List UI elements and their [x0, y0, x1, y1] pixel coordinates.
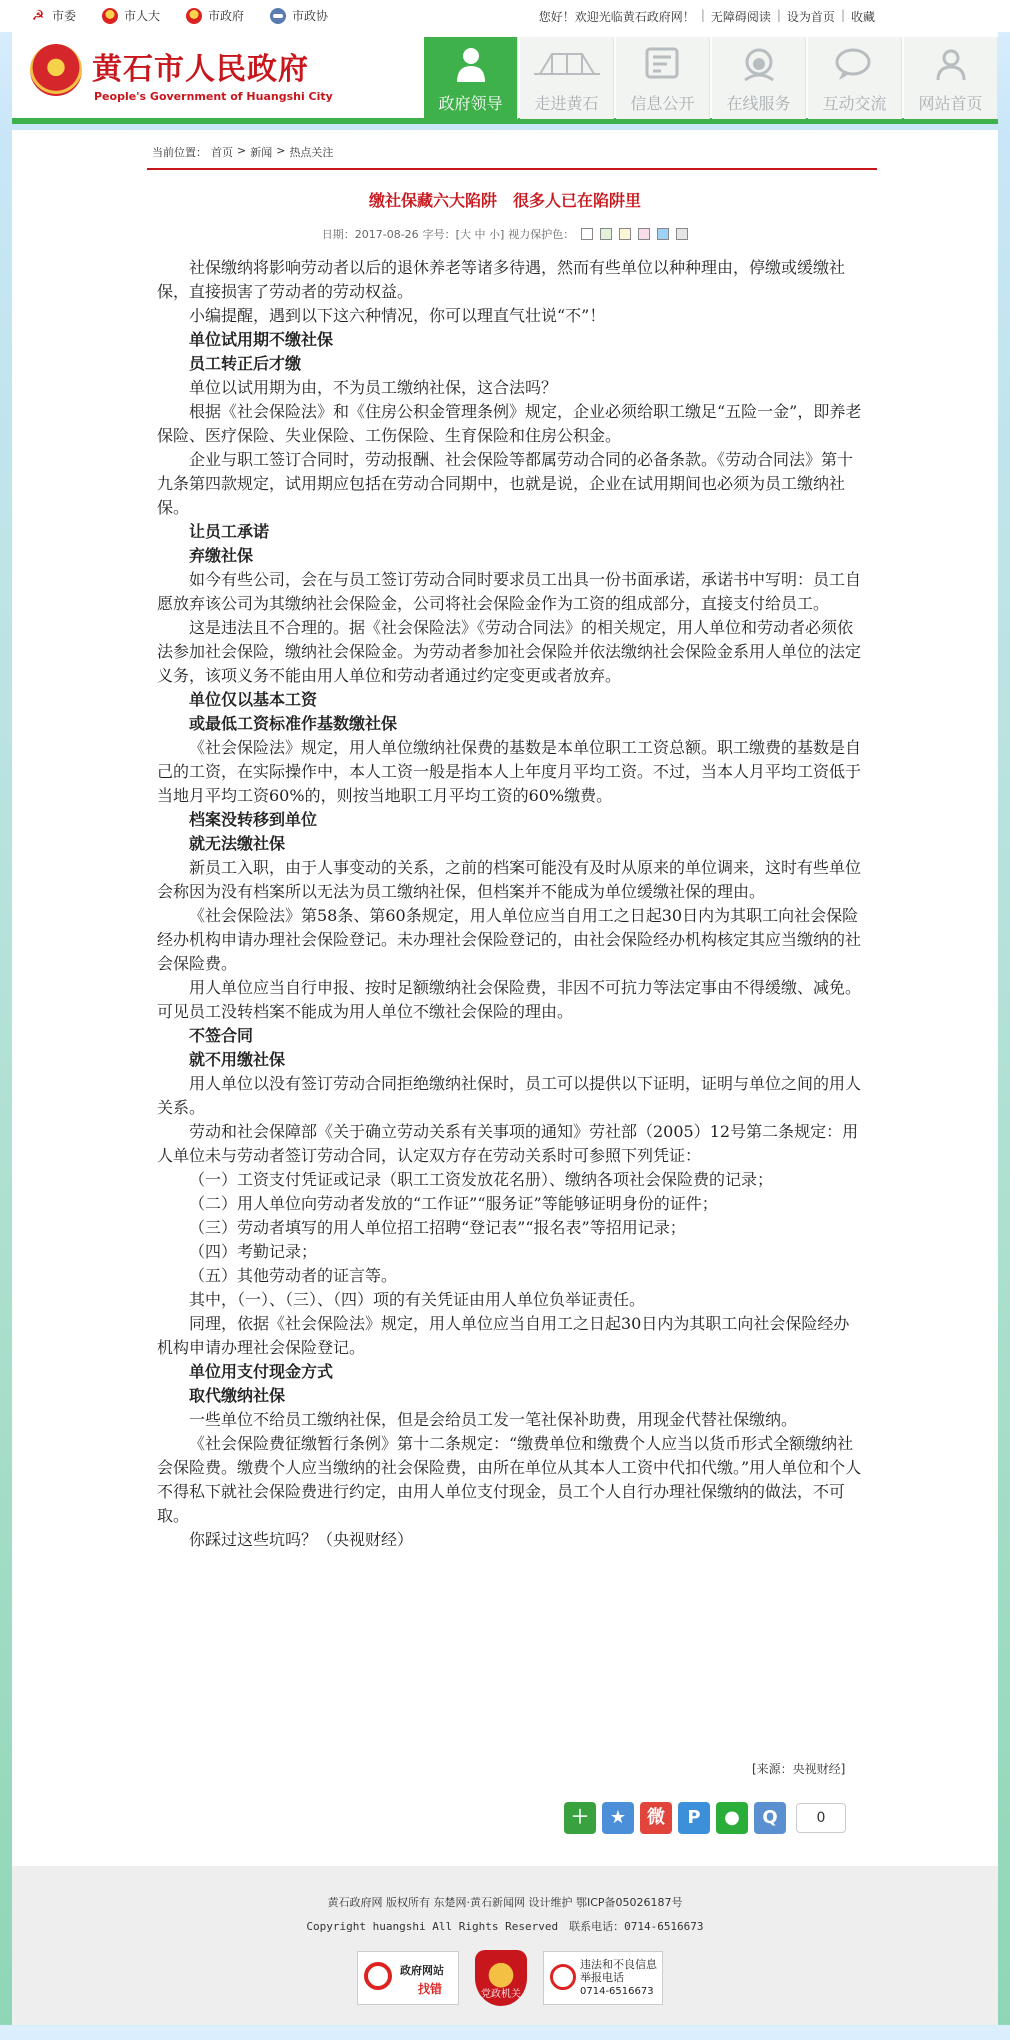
- article-paragraph: 用人单位应当自行申报、按时足额缴纳社会保险费，非因不可抗力等法定事由不得缓缴、减免。可见员工没转档案不能成为用人单位不缴社会保险的理由。: [157, 978, 862, 1021]
- article-paragraph: 《社会保险法》第58条、第60条规定，用人单位应当自用工之日起30日内为其职工向社会保险经办机构申请办理社会保险登记。未办理社会保险登记的，由社会保险经办机构核定其应当缴纳的社会保险费。: [157, 906, 862, 973]
- top-bar: [0, 0, 1010, 32]
- person-icon: [424, 45, 517, 85]
- article-paragraph: 《社会保险费征缴暂行条例》第十二条规定：“缴费单位和缴费个人应当以货币形式全额缴纳社会保险费。缴费个人应当缴纳的社会保险费，由所在单位从其本人工资中代扣代缴。”用人单位和个人不得私下就社会保险费进行约定，由用人单位支付现金，员工个人自行办理社保缴纳的做法，不可取。: [157, 1434, 862, 1525]
- accessible-reading-link[interactable]: 无障碍阅读: [710, 10, 771, 24]
- article-subheading: 或最低工资标准作基数缴社保: [189, 714, 398, 733]
- nav-gov-leaders[interactable]: 政府领导: [424, 37, 518, 119]
- headset-icon: [712, 45, 805, 85]
- nav-info-disclosure[interactable]: 信息公开: [616, 37, 710, 119]
- article-paragraph: 一些单位不给员工缴纳社保，但是会给员工发一笔社保补助费，用现金代替社保缴纳。: [189, 1410, 798, 1429]
- article-subheading: 单位试用期不缴社保: [189, 330, 334, 349]
- national-emblem-icon: [186, 8, 202, 24]
- national-emblem-icon: [30, 44, 82, 96]
- share-qq-icon[interactable]: Q: [754, 1802, 786, 1834]
- chat-icon: [808, 45, 901, 85]
- nav-about-huangshi[interactable]: 走进黄石: [520, 37, 614, 119]
- nav-home[interactable]: 网站首页: [904, 37, 998, 119]
- set-home-link[interactable]: 设为首页: [786, 10, 835, 24]
- font-size-controls[interactable]: 字号：[大 中 小]: [422, 228, 505, 241]
- article-paragraph: 《社会保险法》规定，用人单位缴纳社保费的基数是本单位职工工资总额。职工缴费的基数是自己的工资，在实际操作中，本人工资一般是指本人上年度月平均工资。不过，当本人月平均工资低于当地月平均工资60%的，则按当地职工月平均工资的60%缴费。: [157, 738, 862, 805]
- gov-site-error-badge[interactable]: 政府网站 找错: [357, 1951, 459, 2005]
- article-meta: [12, 226, 998, 242]
- article-paragraph: 用人单位以没有签订劳动合同拒绝缴纳社保时，员工可以提供以下证明，证明与单位之间的用人关系。: [157, 1074, 862, 1117]
- article-paragraph: 企业与职工签订合同时，劳动报酬、社会保险等都属劳动合同的必备条款。《劳动合同法》第十九条第四款规定，试用期应包括在劳动合同期中，也就是说，企业在试用期间也必须为员工缴纳社保。: [157, 450, 854, 517]
- favorite-link[interactable]: 收藏: [850, 10, 875, 24]
- site-logo-subtitle: People's Government of Huangshi City: [94, 90, 333, 103]
- article-subheading: 就无法缴社保: [189, 834, 286, 853]
- article-paragraph: 其中，（一）、（三）、（四）项的有关凭证由用人单位负举证责任。: [189, 1290, 646, 1309]
- color-swatch-pink[interactable]: [638, 228, 650, 240]
- share-p-icon[interactable]: P: [678, 1802, 710, 1834]
- breadcrumb: 当前位置： 首页 > 新闻 > 热点关注: [152, 144, 334, 159]
- share-weibo-icon[interactable]: 微: [640, 1802, 672, 1834]
- user-home-icon: [904, 45, 997, 85]
- nav-interaction[interactable]: 互动交流: [808, 37, 902, 119]
- document-icon: [616, 45, 709, 85]
- article-paragraph: 单位以试用期为由，不为员工缴纳社保，这合法吗？: [189, 378, 558, 397]
- article-source: [来源：央视财经]: [752, 1762, 846, 1776]
- article-subheading: 单位用支付现金方式: [189, 1362, 334, 1381]
- magnifier-icon: [364, 1962, 392, 1990]
- breadcrumb-home[interactable]: 首页: [211, 146, 233, 159]
- color-swatch-green[interactable]: [600, 228, 612, 240]
- share-count: 0: [796, 1803, 846, 1833]
- share-bar: [564, 1802, 846, 1834]
- article-title: 缴社保藏六大陷阱 很多人已在陷阱里: [368, 191, 641, 210]
- divider: [147, 168, 877, 170]
- main-nav: [424, 37, 998, 119]
- share-wechat-icon[interactable]: ●: [716, 1802, 748, 1834]
- protect-color-label: 视力保护色：: [508, 228, 575, 241]
- article-subheading: 不签合同: [189, 1026, 254, 1045]
- link-government[interactable]: 市政府: [186, 7, 244, 24]
- article-paragraph: （四）考勤记录；: [189, 1242, 318, 1261]
- welcome-text: 您好！欢迎光临黄石政府网！: [538, 10, 695, 24]
- color-swatch-white[interactable]: [581, 228, 593, 240]
- link-cppcc[interactable]: 市政协: [270, 7, 328, 24]
- article-paragraph: 劳动和社会保障部《关于确立劳动关系有关事项的通知》劳社部（2005）12号第二条规定：用人单位未与劳动者签订劳动合同，认定双方存在劳动关系时可参照下列凭证：: [157, 1122, 859, 1165]
- link-party-committee[interactable]: ☭ 市委: [31, 7, 77, 24]
- footer-contact: Copyright huangshi All Rights Reserved 联系电话：0714-6516673: [306, 1920, 704, 1933]
- nav-online-service[interactable]: 在线服务: [712, 37, 806, 119]
- article-date: 日期：2017-08-26: [321, 228, 419, 241]
- site-footer: [12, 1866, 998, 2025]
- article-paragraph: （二）用人单位向劳动者发放的“工作证”“服务证”等能够证明身份的证件；: [189, 1194, 718, 1213]
- color-swatch-yellow[interactable]: [619, 228, 631, 240]
- article-paragraph: 根据《社会保险法》和《住房公积金管理条例》规定，企业必须给职工缴足“五险一金”，即养老保险、医疗保险、失业保险、工伤保险、生育保险和住房公积金。: [157, 402, 862, 445]
- article-paragraph: 社保缴纳将影响劳动者以后的退休养老等诸多待遇，然而有些单位以种种理由，停缴或缓缴社保，直接损害了劳动者的劳动权益。: [157, 258, 846, 301]
- color-swatch-blue[interactable]: [657, 228, 669, 240]
- top-right-links: 您好！欢迎光临黄石政府网！ | 无障碍阅读 | 设为首页 | 收藏: [538, 8, 875, 24]
- party-gov-badge[interactable]: 党政机关: [475, 1950, 527, 2006]
- article-body: [157, 256, 862, 1552]
- article-paragraph: （五）其他劳动者的证言等。: [189, 1266, 398, 1285]
- article-paragraph: 小编提醒，遇到以下这六种情况，你可以理直气壮说“不”！: [189, 306, 606, 325]
- bridge-icon: [520, 45, 613, 85]
- site-logo-title[interactable]: 黄石市人民政府: [92, 52, 309, 87]
- article-paragraph: 如今有些公司，会在与员工签订劳动合同时要求员工出具一份书面承诺，承诺书中写明：员工自愿放弃该公司为其缴纳社会保险金，公司将社会保险金作为工资的组成部分，直接支付给员工。: [157, 570, 862, 613]
- link-peoples-congress[interactable]: 市人大: [102, 7, 160, 24]
- color-swatch-gray[interactable]: [676, 228, 688, 240]
- breadcrumb-hot-topics[interactable]: 热点关注: [289, 146, 334, 159]
- article-subheading: 员工转正后才缴: [189, 354, 302, 373]
- phone-icon: [550, 1964, 576, 1990]
- breadcrumb-news[interactable]: 新闻: [250, 146, 273, 159]
- footer-badges: [357, 1950, 663, 2006]
- report-hotline-badge[interactable]: 违法和不良信息举报电话 0714-6516673: [543, 1951, 663, 2005]
- article-subheading: 弃缴社保: [189, 546, 254, 565]
- share-more-icon[interactable]: ＋: [564, 1802, 596, 1834]
- share-favorite-star-icon[interactable]: ★: [602, 1802, 634, 1834]
- main-content: [12, 130, 998, 1866]
- article-paragraph: 你踩过这些坑吗？（央视财经）: [189, 1530, 414, 1549]
- national-emblem-icon: [102, 8, 118, 24]
- article-paragraph: （一）工资支付凭证或记录（职工工资发放花名册）、缴纳各项社会保险费的记录；: [189, 1170, 774, 1189]
- article-subheading: 单位仅以基本工资: [189, 690, 318, 709]
- party-emblem-icon: ☭: [31, 7, 45, 24]
- article-paragraph: 同理，依据《社会保险法》规定，用人单位应当自用工之日起30日内为其职工向社会保险经办机构申请办理社会保险登记。: [157, 1314, 850, 1357]
- article-paragraph: （三）劳动者填写的用人单位招工招聘“登记表”“报名表”等招用记录；: [189, 1218, 686, 1237]
- site-header: [12, 32, 998, 124]
- article-subheading: 让员工承诺: [189, 522, 270, 541]
- article-subheading: 就不用缴社保: [189, 1050, 286, 1069]
- top-links: [30, 7, 328, 24]
- article-subheading: 取代缴纳社保: [189, 1386, 286, 1405]
- cppcc-emblem-icon: [270, 8, 286, 24]
- article-subheading: 档案没转移到单位: [189, 810, 318, 829]
- footer-copyright: 黄石政府网 版权所有 东楚网·黄石新闻网 设计维护 鄂ICP备05026187号: [327, 1896, 683, 1909]
- article-paragraph: 新员工入职，由于人事变动的关系，之前的档案可能没有及时从原来的单位调来，这时有些单位会称因为没有档案所以无法为员工缴纳社保，但档案并不能成为单位缓缴社保的理由。: [157, 858, 862, 901]
- article-paragraph: 这是违法且不合理的。据《社会保险法》《劳动合同法》的相关规定，用人单位和劳动者必须依法参加社会保险，缴纳社会保险金。为劳动者参加社会保险并依法缴纳社会保险金系用人单位的法定义务，该项义务不能由用人单位和劳动者通过约定变更或者放弃。: [157, 618, 862, 685]
